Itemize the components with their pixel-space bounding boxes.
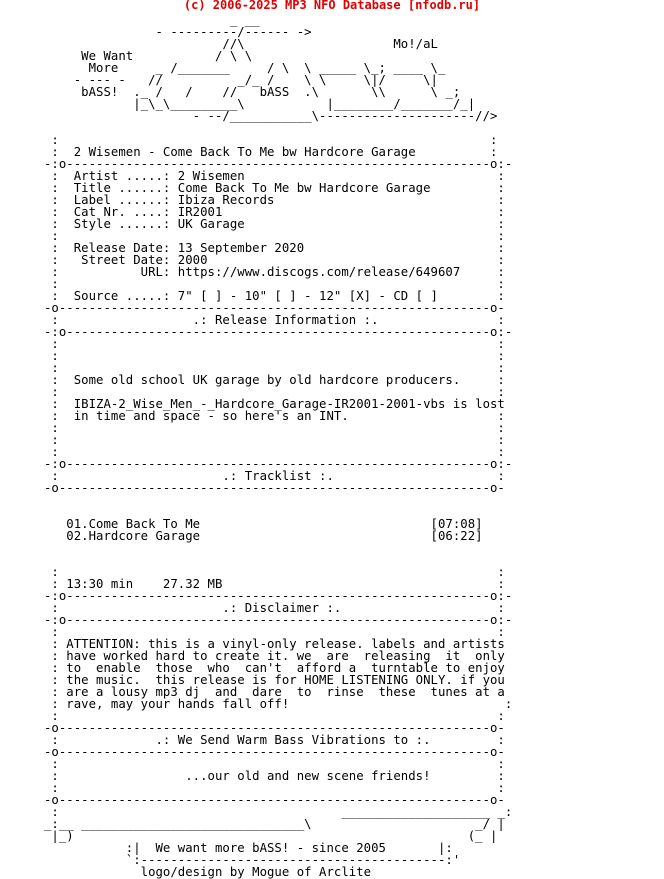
nfo-line: -:o---------------------------------------------------------o:- — [44, 457, 513, 471]
nfo-line: -o----------------------------------------------------------o- — [44, 793, 505, 807]
nfo-line: : : — [44, 361, 505, 375]
nfo-line: : : — [44, 337, 505, 351]
nfo-line: : 2 Wisemen - Come Back To Me bw Hardcore Garage : — [44, 145, 498, 159]
nfo-line: logo/design by Mogue of Arclite — [44, 865, 372, 879]
nfo-line: _ __ — [44, 13, 260, 27]
nfo-line: -o----------------------------------------------------------o- — [44, 745, 505, 759]
nfo-line: : Source .....: 7" [ ] - 10" [ ] - 12" [X] - CD [ ] : — [44, 289, 505, 303]
nfo-line: : to enable those who can't afford a turntable to enjoy — [44, 661, 505, 675]
nfo-line: `:-----------------------------------------:' — [44, 853, 461, 867]
nfo-line: : have worked hard to create it. we are releasing it only — [44, 649, 505, 663]
nfo-line: - --- - // _/_ / \ \ \|/ \| — [44, 73, 438, 87]
nfo-line: : Some old school UK garage by old hardcore producers. : — [44, 373, 505, 387]
nfo-line: : : — [44, 709, 505, 723]
nfo-line: : Style ......: UK Garage : — [44, 217, 505, 231]
nfo-line: We Want / \ \ — [44, 49, 253, 63]
nfo-line: : .: Tracklist :. : — [44, 469, 505, 483]
nfo-line: 02.Hardcore Garage [06:22] — [44, 529, 483, 543]
nfo-line: :| We want more bASS! - since 2005 |: — [44, 841, 453, 855]
nfo-line: : : — [44, 433, 505, 447]
nfo-line: -o----------------------------------------------------------o- — [44, 721, 505, 735]
nfo-line: More _ /_______ / \ \ _____ \_; ____ \_ — [44, 61, 446, 75]
nfo-line: : : — [44, 385, 505, 399]
nfo-line: : Cat Nr. ....: IR2001 : — [44, 205, 505, 219]
nfo-line: : in time and space - so here's an INT. : — [44, 409, 505, 423]
nfo-line: _:__ ______________________________\ _/ | — [44, 817, 505, 831]
nfo-line: : .: Disclaimer :. : — [44, 601, 505, 615]
nfo-line: : Artist .....: 2 Wisemen : — [44, 169, 505, 183]
nfo-line: : the music. this release is for HOME LISTENING ONLY. if you — [44, 673, 505, 687]
nfo-line: : : — [44, 445, 505, 459]
nfo-line: : ____________________ _: — [44, 805, 513, 819]
nfo-line: -o----------------------------------------------------------o- — [44, 481, 505, 495]
nfo-line: -:o---------------------------------------------------------o:- — [44, 613, 513, 627]
nfo-line: -:o---------------------------------------------------------o:- — [44, 589, 513, 603]
nfo-line: - --/___________\---------------------//> — [44, 109, 498, 123]
nfo-line: : : — [44, 277, 505, 291]
nfo-line: : Street Date: 2000 : — [44, 253, 505, 267]
nfo-line — [44, 542, 512, 554]
nfo-line: : : — [44, 133, 498, 147]
nfo-line: : IBIZA-2_Wise_Men_-_Hardcore_Garage-IR2001-2001-vbs is lost — [44, 397, 505, 411]
nfo-line: -:o---------------------------------------------------------o:- — [44, 157, 513, 171]
nfo-line: : : — [44, 625, 505, 639]
nfo-line: : ...our old and new scene friends! : — [44, 769, 505, 783]
nfo-line: : URL: https://www.discogs.com/release/649607 : — [44, 265, 505, 279]
nfo-line — [44, 494, 512, 506]
nfo-line: : : — [44, 565, 505, 579]
nfo-line: : .: We Send Warm Bass Vibrations to :. : — [44, 733, 505, 747]
nfo-line: //\ Mo!/aL — [44, 37, 438, 51]
nfo-line: : Label ......: Ibiza Records : — [44, 193, 505, 207]
nfo-line: -:o---------------------------------------------------------o:- — [44, 325, 513, 339]
nfo-line: : rave, may your hands fall off! : — [44, 697, 513, 711]
nfo-line: : 13:30 min 27.32 MB : — [44, 577, 505, 591]
nfo-line: : Title ......: Come Back To Me bw Hardcore Garage : — [44, 181, 505, 195]
nfo-line: : are a lousy mp3 dj and dare to rinse these tunes at a — [44, 685, 505, 699]
nfo-line: : .: Release Information :. : — [44, 313, 505, 327]
nfo-line: : : — [44, 781, 505, 795]
nfo-line: : : — [44, 421, 505, 435]
nfo-line: : : — [44, 757, 505, 771]
nfo-text-block — [44, 14, 512, 878]
nfo-line: : ATTENTION: this is a vinyl-only release. labels and artists — [44, 637, 505, 651]
nfo-line: |_\_\_________\ |________/_______/_| — [44, 97, 476, 111]
nfo-line: -o----------------------------------------------------------o- — [44, 301, 505, 315]
nfo-line: : : — [44, 349, 505, 363]
nfo-line: 01.Come Back To Me [07:08] — [44, 517, 483, 531]
nfo-line: : : — [44, 229, 505, 243]
nfo-line: - ---------/------ -> — [44, 25, 312, 39]
nfo-line: |_) (_ | — [44, 829, 498, 843]
site-header: (c) 2006-2025 MP3 NFO Database [nfodb.ru] — [183, 0, 481, 12]
nfo-line: : Release Date: 13 September 2020 : — [44, 241, 505, 255]
nfo-line: bASS! ._ / / // bASS .\ \\ \ _; — [44, 85, 461, 99]
